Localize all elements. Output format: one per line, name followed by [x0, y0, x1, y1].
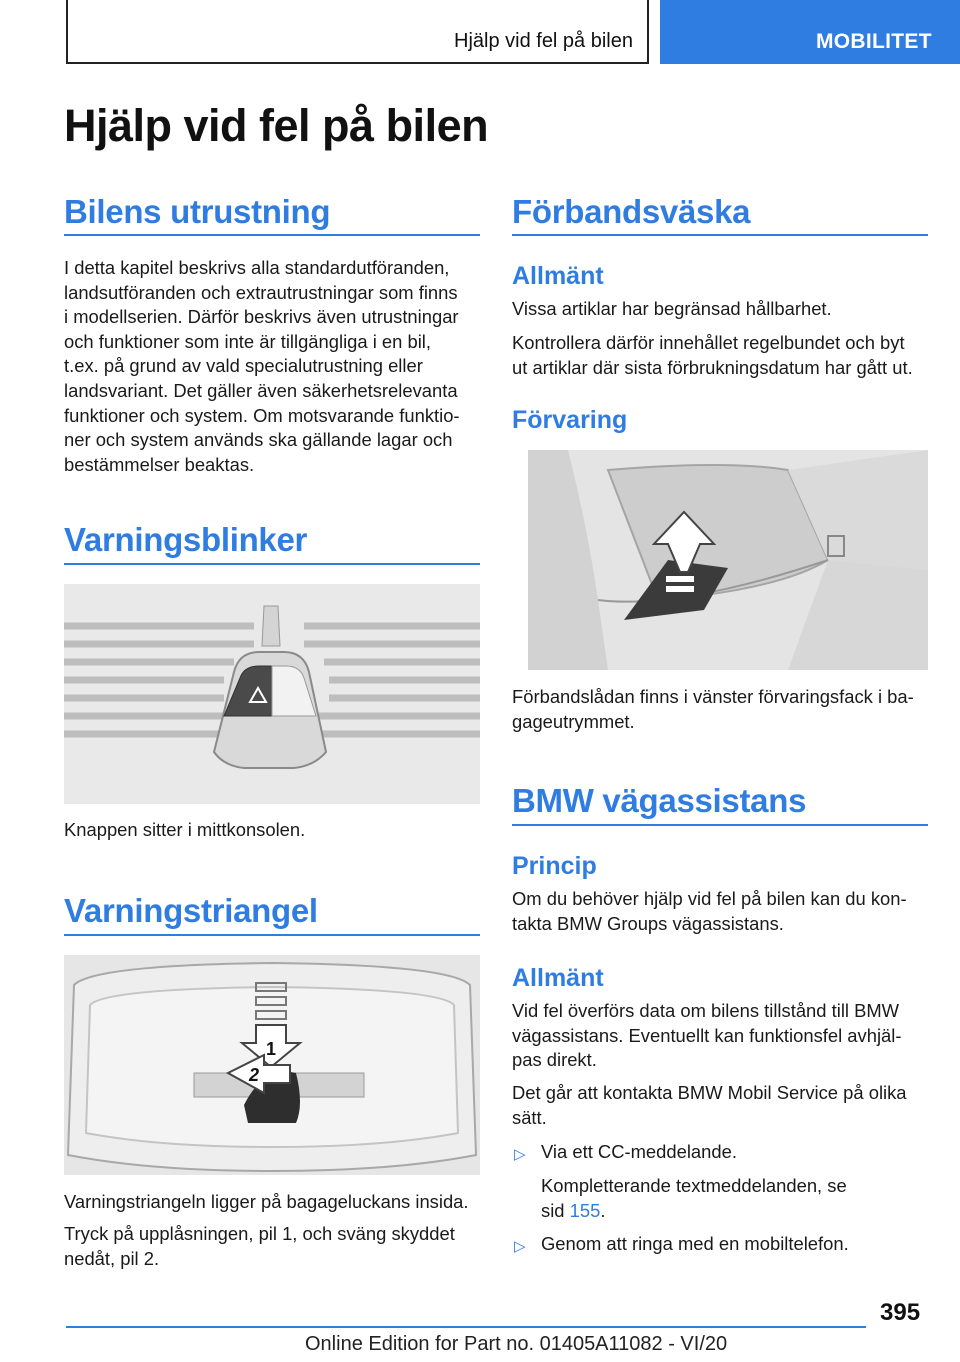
- text-line: takta BMW Groups vägassistans.: [512, 912, 784, 934]
- heading-rule: [64, 563, 480, 565]
- text-line: funktioner och system. Om motsvarande funktio‐: [64, 404, 460, 426]
- heading-varningsblinker: Varningsblinker: [64, 521, 308, 558]
- warning-triangle-figure: [64, 955, 480, 1175]
- caption-varningsblinker: Knappen sitter i mittkonsolen.: [64, 819, 306, 840]
- text-line: Kontrollera därför innehållet regelbundet och byt: [512, 332, 905, 353]
- text-line: t.ex. på grund av vald specialutrustning eller: [64, 355, 423, 377]
- paragraph-bilens-utrustning: [64, 256, 484, 477]
- bullet-item-cc-meddelande: Via ett CC-meddelande.: [541, 1141, 737, 1162]
- bullet-triangle-icon: ▷: [514, 1238, 526, 1255]
- text-fragment: .: [600, 1199, 606, 1221]
- text-line: sätt.: [512, 1106, 547, 1128]
- text-line: ut artiklar där sista förbrukningsdatum har gått ut.: [512, 356, 913, 378]
- paragraph-vagassistans-1: [512, 999, 932, 1073]
- caption-forvaring: [512, 685, 932, 734]
- running-header-title: Hjälp vid fel på bilen: [454, 30, 633, 52]
- text-line: bestämmelser beaktas.: [64, 453, 255, 475]
- paragraph-allmant-2: [512, 331, 932, 380]
- text-line: landsutföranden och extrautrustningar som finns: [64, 281, 458, 303]
- text-line: gageutrymmet.: [512, 710, 635, 732]
- bullet-subtext: [541, 1174, 921, 1223]
- heading-rule: [64, 934, 480, 936]
- text-line: vägassistans. Eventuellt kan funktionsfel avhjäl‐: [512, 1024, 902, 1046]
- page-title: Hjälp vid fel på bilen: [64, 100, 489, 151]
- chapter-tab-label: MOBILITET: [816, 30, 932, 53]
- text-line: I detta kapitel beskrivs alla standardutföranden,: [64, 257, 450, 278]
- caption-varningstriangel: Varningstriangeln ligger på bagageluckans insida.: [64, 1191, 469, 1212]
- text-line: Om du behöver hjälp vid fel på bilen kan du kon‐: [512, 888, 907, 909]
- text-line: Vid fel överförs data om bilens tillstånd till BMW: [512, 1000, 900, 1021]
- text-line: och funktioner som inte är tillgängliga i en bil,: [64, 330, 431, 352]
- paragraph-allmant-1: Vissa artiklar har begränsad hållbarhet.: [512, 298, 832, 319]
- subheading-allmant-2: Allmänt: [512, 964, 604, 992]
- arrow-1-label: 1: [265, 1039, 277, 1059]
- subheading-princip: Princip: [512, 852, 597, 880]
- text-line: [541, 1199, 921, 1224]
- text-line: Kompletterande textmeddelanden, se: [541, 1175, 847, 1196]
- first-aid-storage-figure: [528, 450, 928, 670]
- text-line: landsvariant. Det gäller även säkerhetsrelevanta: [64, 379, 458, 401]
- paragraph-varningstriangel: [64, 1222, 484, 1271]
- bullet-item-mobiltelefon: Genom att ringa med en mobiltelefon.: [541, 1233, 849, 1254]
- bullet-triangle-icon: ▷: [514, 1146, 526, 1163]
- heading-rule: [512, 234, 928, 236]
- paragraph-vagassistans-2: [512, 1081, 932, 1130]
- heading-varningstriangel: Varningstriangel: [64, 892, 318, 929]
- arrow-2-label: 2: [248, 1065, 260, 1085]
- subheading-forvaring: Förvaring: [512, 406, 628, 434]
- first-aid-storage-illustration: [528, 450, 928, 670]
- running-header: [66, 0, 649, 64]
- subheading-allmant: Allmänt: [512, 262, 604, 290]
- heading-rule: [64, 234, 480, 236]
- text-line: Förbandslådan finns i vänster förvaringsfack i ba‐: [512, 686, 914, 707]
- text-fragment: sid: [541, 1199, 570, 1221]
- text-line: Det går att kontakta BMW Mobil Service på olika: [512, 1082, 907, 1103]
- text-line: nedåt, pil 2.: [64, 1247, 160, 1269]
- footer-edition: Online Edition for Part no. 01405A11082 - VI/20: [305, 1333, 728, 1355]
- warning-triangle-illustration: [64, 955, 480, 1175]
- heading-bmw-vagassistans: BMW vägassistans: [512, 782, 807, 819]
- text-line: ner och system används ska gällande lagar och: [64, 429, 453, 451]
- heading-forbandsvaska: Förbandsväska: [512, 193, 751, 230]
- page-number: 395: [880, 1299, 921, 1326]
- text-line: pas direkt.: [512, 1049, 597, 1071]
- heading-rule: [512, 824, 928, 826]
- text-line: Tryck på upplåsningen, pil 1, och sväng skyddet: [64, 1223, 455, 1244]
- chapter-tab[interactable]: [660, 0, 960, 64]
- paragraph-princip: [512, 887, 932, 936]
- footer-rule: [66, 1326, 866, 1328]
- hazard-button-figure: [64, 584, 480, 804]
- page-link-155[interactable]: 155: [569, 1199, 601, 1221]
- text-line: i modellserien. Därför beskrivs även utrustningar: [64, 306, 459, 328]
- heading-bilens-utrustning: Bilens utrustning: [64, 193, 331, 230]
- hazard-button-illustration: [64, 584, 480, 804]
